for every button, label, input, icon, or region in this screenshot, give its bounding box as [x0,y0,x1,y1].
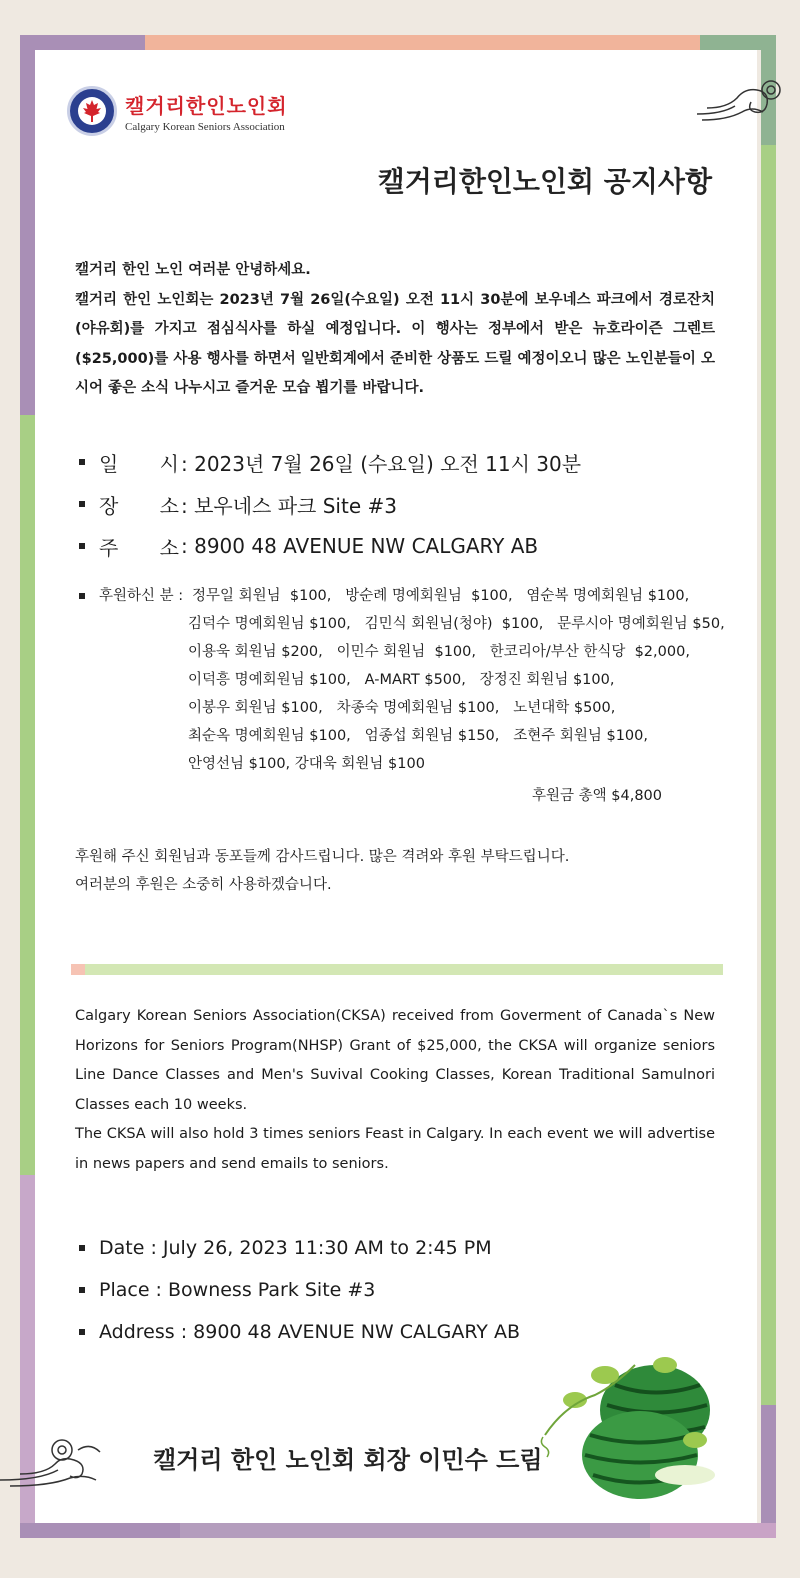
sponsor-line: 이용욱 회원님 $200, 이민수 회원님 $100, 한코리아/부산 한식당 $2,000, [188,644,690,660]
association-logo [67,86,288,136]
event-place: Place : Bowness Park Site #3 [75,1269,735,1311]
event-info-english [75,1227,735,1353]
bullet-icon [79,1245,85,1251]
sponsor-line: 김덕수 명예회원님 $100, 김민식 회원님(청야) $100, 문루시아 명예회원님 $50, [188,616,725,632]
page-title: 캘거리한인노인회 공지사항 [377,165,712,198]
intro-paragraph: 캘거리 한인 노인회는 2023년 7월 26일(수요일) 오전 11시 30분에 보우네스 파크에서 경로잔치(야유회)를 가지고 점심식사를 하실 예정입니다. 이 행사는 정부에서 받은 뉴호라이즌 그렌트($25,000)를 사용 행사를 하면서 일반회계에서 준비한 상품도 드릴 예정이오니 많은 노인분들이 오시어 좋은 소식 나누시고 즐거운 모습 뵙기를 바랍니다. [75,291,715,396]
maple-leaf-emblem-icon [67,86,117,136]
sponsor-line: 최순옥 명예회원님 $100, 엄종섭 회원님 $150, 조현주 회원님 $100, [188,728,648,744]
sponsor-total: 후원금 총액 $4,800 [532,788,662,804]
info-value: : 보우네스 파크 Site #3 [181,493,397,518]
bullet-icon [79,501,85,507]
thanks-line: 여러분의 후원은 소중히 사용하겠습니다. [75,877,332,893]
thanks-line: 후원해 주신 회원님과 동포들께 감사드립니다. 많은 격려와 후원 부탁드립니다. [75,849,570,865]
bullet-icon [79,459,85,465]
event-date: Date : July 26, 2023 11:30 AM to 2:45 PM [75,1227,735,1269]
sponsor-line: 이덕흥 명예회원님 $100, A-MART $500, 장정진 회원님 $100, [188,672,615,688]
logo-name-korean: 캘거리한인노인회 [125,93,288,118]
sponsor-list [75,582,755,810]
sponsor-line: 정무일 회원님 $100, 방순례 명예회원님 $100, 염순복 명예회원님 $100, [192,588,690,604]
info-row-date: 일 시 : 2023년 7월 26일 (수요일) 오전 11시 30분 [75,441,735,483]
logo-name-english: Calgary Korean Seniors Association [125,120,285,133]
info-value: : 8900 48 AVENUE NW CALGARY AB [181,534,539,558]
info-row-address: 주 소 : 8900 48 AVENUE NW CALGARY AB [75,525,735,567]
signature: 캘거리 한인 노인회 회장 이민수 드림 [153,1446,543,1474]
info-row-place: 장 소 : 보우네스 파크 Site #3 [75,483,735,525]
event-info-korean [75,441,735,567]
english-paragraph: The CKSA will also hold 3 times seniors Feast in Calgary. In each event we will advertise in news papers and send emails to seniors. [75,1126,715,1172]
bullet-icon [79,1287,85,1293]
bullet-icon [79,543,85,549]
section-divider [71,964,723,975]
bullet-icon [79,1329,85,1335]
bullet-icon [79,593,85,599]
english-paragraph: Calgary Korean Seniors Association(CKSA) received from Goverment of Canada`s New Horizons for Seniors Program(NHSP) Grant of $25,000, the CKSA will organize seniors Line Dance Classes and Men's Suvival Cooking Classes, Korean Traditional Samulnori Classes each 10 weeks. [75,1008,715,1113]
sponsor-line: 이봉우 회원님 $100, 차종숙 명예회원님 $100, 노년대학 $500, [188,700,616,716]
cloud-swirl-icon [697,68,787,132]
intro-text [75,256,715,404]
sponsor-line: 안영선님 $100, 강대욱 회원님 $100 [188,756,425,772]
event-address: Address : 8900 48 AVENUE NW CALGARY AB [75,1311,735,1353]
info-value: : 2023년 7월 26일 (수요일) 오전 11시 30분 [181,451,582,476]
notice-card [35,50,757,1523]
watermelon-icon [535,1345,725,1509]
greeting: 캘거리 한인 노인 여러분 안녕하세요. [75,262,311,278]
cloud-swirl-icon [0,1430,120,1494]
english-text [75,1002,715,1179]
sponsor-label: 후원하신 분 : [99,588,184,604]
thanks-text [75,843,715,899]
